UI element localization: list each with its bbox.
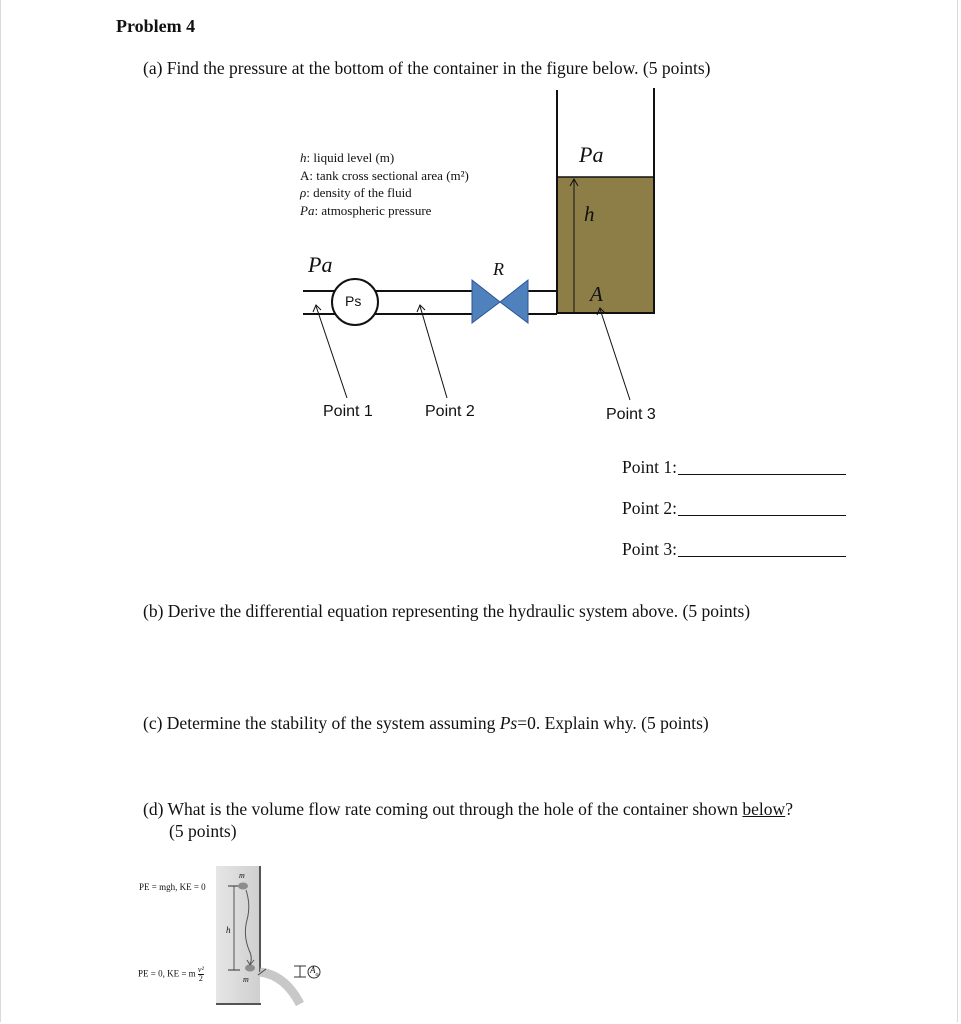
question-a: (a) Find the pressure at the bottom of the container in the figure below. (5 points) bbox=[143, 58, 711, 78]
ps-label: Ps bbox=[345, 293, 362, 309]
frac-numerator: v² bbox=[197, 965, 204, 974]
mass-top-label: m bbox=[239, 871, 245, 880]
pa-left-label: Pa bbox=[308, 252, 333, 277]
hole-area-sub: o bbox=[315, 971, 319, 978]
legend-rho: ρ: density of the fluid bbox=[300, 185, 412, 200]
bottom-energy-text: PE = 0, KE = m bbox=[138, 968, 196, 979]
question-c-ps: Ps bbox=[499, 713, 518, 733]
pa-tank-label: Pa bbox=[579, 142, 604, 167]
kinetic-fraction bbox=[198, 966, 204, 983]
question-d-below: below bbox=[742, 799, 786, 819]
point3-label: Point 3 bbox=[606, 406, 656, 423]
problem-title: Problem 4 bbox=[116, 16, 196, 36]
hole-area-letter: A bbox=[310, 965, 316, 975]
question-d-post: ? bbox=[785, 799, 793, 819]
droplet-top bbox=[238, 883, 248, 890]
hole-area-label bbox=[310, 965, 319, 978]
a-label: A bbox=[590, 282, 603, 306]
question-b: (b) Derive the differential equation representing the hydraulic system above. (5 points) bbox=[143, 601, 751, 621]
point2-label: Point 2 bbox=[425, 403, 475, 420]
question-d-points: (5 points) bbox=[169, 821, 237, 841]
question-c-pre: (c) Determine the stability of the system assuming bbox=[143, 713, 500, 733]
top-energy-label: PE = mgh, KE = 0 bbox=[139, 882, 206, 892]
question-d-pre: (d) What is the volume flow rate coming out through the hole of the container shown bbox=[143, 799, 743, 819]
answer-point3-label: Point 3: bbox=[622, 539, 677, 559]
question-c-post: =0. Explain why. (5 points) bbox=[517, 713, 709, 733]
mass-bottom-label: m bbox=[243, 975, 249, 984]
bottom-energy-label bbox=[138, 966, 204, 983]
frac-denominator: 2 bbox=[198, 974, 203, 983]
legend-pa: Pa: atmospheric pressure bbox=[300, 202, 432, 218]
height-label: h bbox=[226, 925, 231, 935]
legend-h: h: liquid level (m) bbox=[300, 150, 395, 165]
legend-a: A: tank cross sectional area (m²) bbox=[300, 167, 469, 183]
container-body bbox=[216, 866, 260, 1004]
r-label: R bbox=[493, 259, 504, 279]
point1-label: Point 1 bbox=[323, 403, 373, 420]
answer-point2-label: Point 2: bbox=[622, 498, 677, 518]
answer-point1-label: Point 1: bbox=[622, 457, 677, 477]
h-label: h bbox=[584, 202, 595, 226]
